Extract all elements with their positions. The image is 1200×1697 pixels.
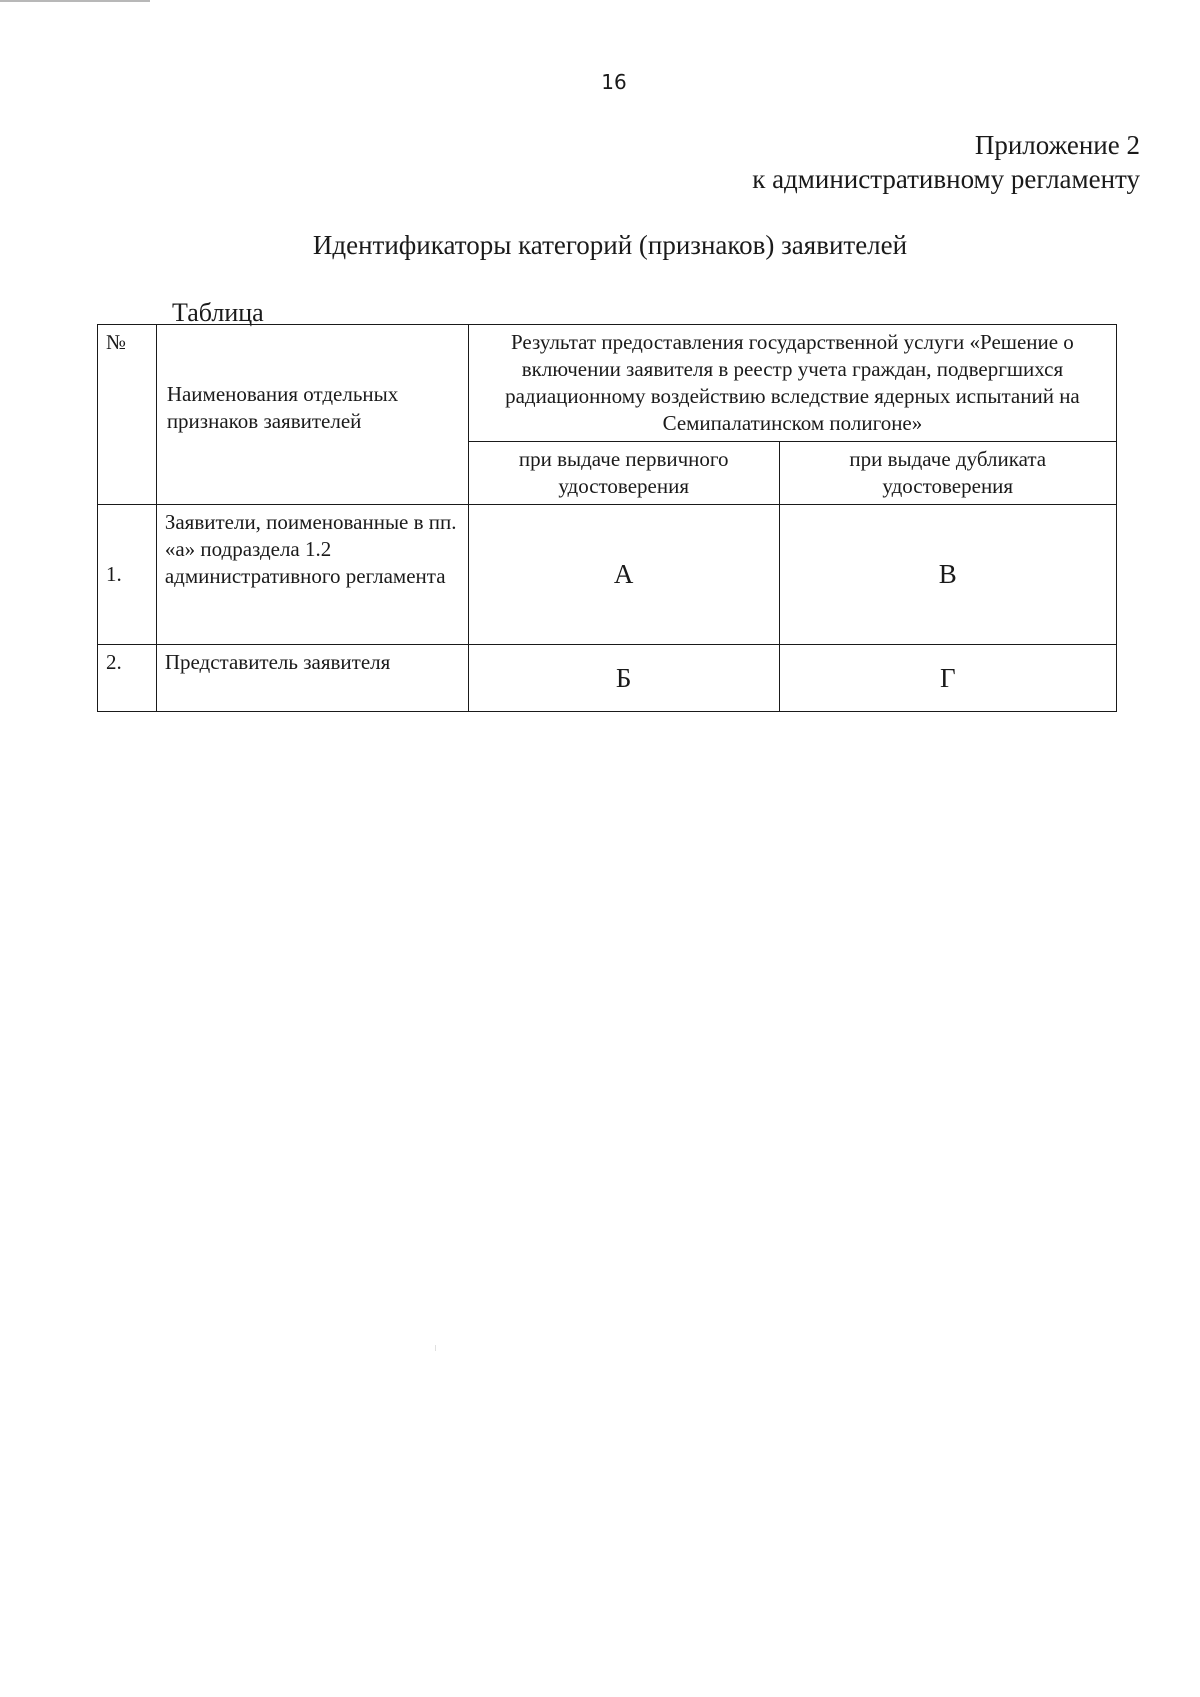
header-name: Наименования отдельных признаков заявителей bbox=[156, 325, 468, 505]
page-number: 16 bbox=[601, 70, 627, 94]
document-title: Идентификаторы категорий (признаков) заявителей bbox=[312, 230, 908, 260]
row-number: 2. bbox=[98, 645, 157, 712]
row-primary-code: Б bbox=[468, 645, 779, 712]
scan-artifact bbox=[435, 1345, 436, 1351]
row-name: Представитель заявителя bbox=[156, 645, 468, 712]
row-duplicate-code: В bbox=[779, 505, 1116, 645]
row-duplicate-code: Г bbox=[779, 645, 1116, 712]
row-name: Заявители, поименованные в пп. «а» подраздела 1.2 административного регламента bbox=[156, 505, 468, 645]
appendix-heading bbox=[752, 128, 1140, 196]
table-header-row bbox=[98, 325, 1117, 442]
identifiers-table bbox=[97, 324, 1117, 712]
table-row bbox=[98, 645, 1117, 712]
header-result: Результат предоставления государственной услуги «Решение о включении заявителя в реестр учета граждан, подвергшихся радиационному воздействию вследствие ядерных испытаний на Семипалатинском полигоне» bbox=[468, 325, 1116, 442]
row-number: 1. bbox=[98, 505, 157, 645]
header-primary: при выдаче первичного удостоверения bbox=[468, 442, 779, 505]
row-primary-code: А bbox=[468, 505, 779, 645]
appendix-line-2: к административному регламенту bbox=[752, 164, 1140, 194]
header-duplicate: при выдаче дубликата удостоверения bbox=[779, 442, 1116, 505]
table-row bbox=[98, 505, 1117, 645]
scan-edge-mark bbox=[0, 0, 150, 2]
appendix-line-1: Приложение 2 bbox=[974, 130, 1140, 160]
table-caption: Таблица bbox=[172, 298, 264, 327]
header-number: № bbox=[98, 325, 157, 505]
